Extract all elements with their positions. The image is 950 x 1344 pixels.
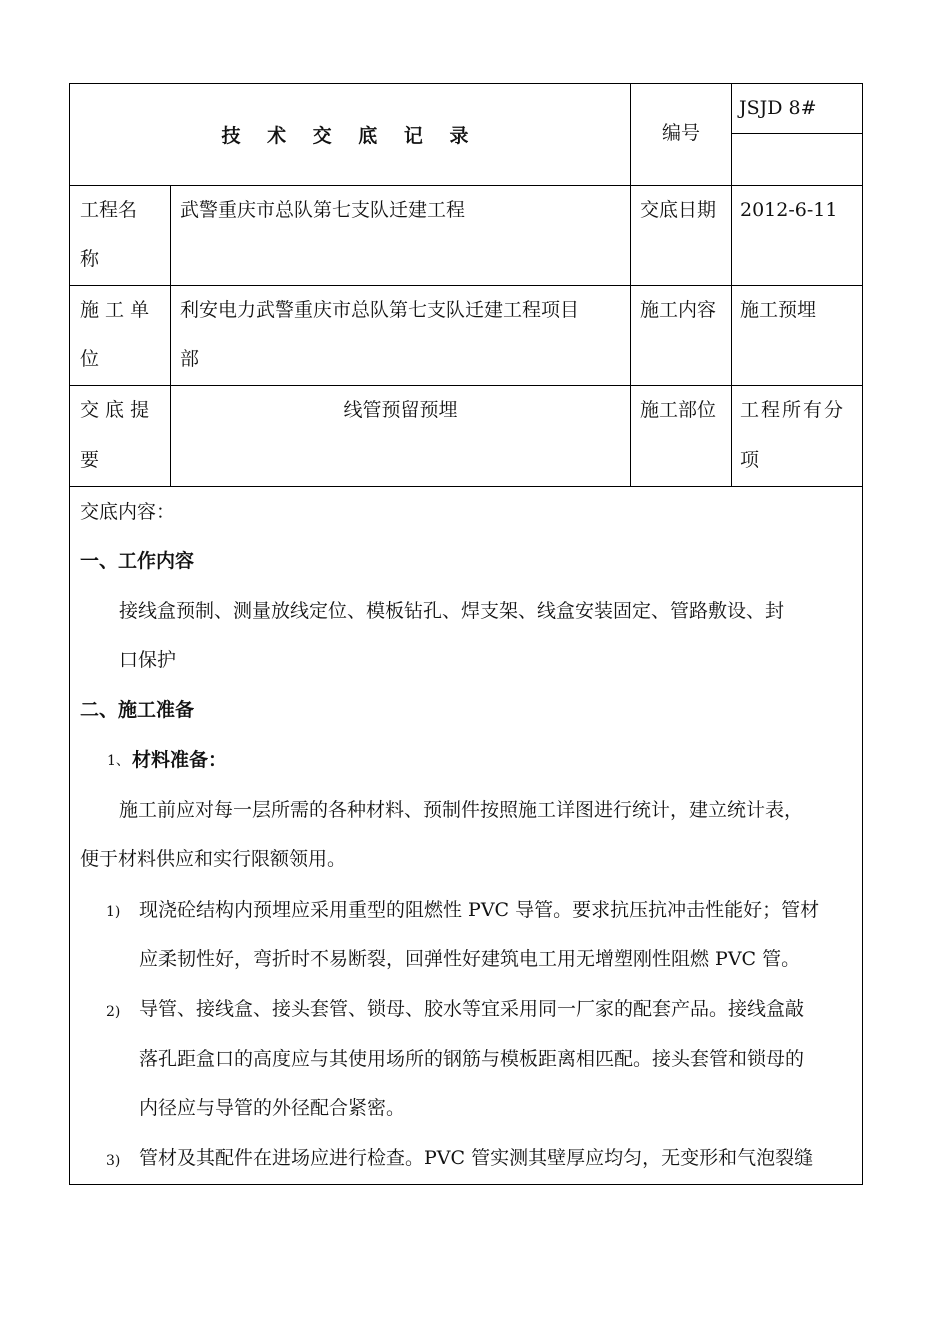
col-divider	[731, 84, 732, 486]
paragraph-line: 接线盒预制、测量放线定位、模板钻孔、焊支架、线盒安装固定、管路敷设、封	[119, 600, 785, 622]
code-label: 编号	[662, 122, 701, 144]
list-item-line: 导管、接线盒、接头套管、锁母、胶水等宜采用同一厂家的配套产品。接线盒敲	[139, 998, 805, 1020]
col-divider	[170, 185, 171, 486]
unit-label-cont: 位	[80, 348, 100, 370]
content-label: 施工内容	[640, 299, 717, 321]
list-item-line: 现浇砼结构内预埋应采用重型的阻燃性 PVC 导管。要求抗压抗冲击性能好；管材	[139, 899, 820, 921]
subsection-number: 1、	[107, 753, 130, 769]
subsection-heading: 材料准备：	[132, 749, 228, 771]
row-divider	[70, 486, 862, 487]
list-item-number: 2)	[106, 1004, 121, 1020]
paragraph-line: 口保护	[119, 649, 177, 671]
paragraph-line: 施工前应对每一层所需的各种材料、预制件按照施工详图进行统计，建立统计表，	[119, 799, 804, 821]
project-value: 武警重庆市总队第七支队迁建工程	[180, 199, 466, 221]
project-label: 工程名	[80, 199, 138, 221]
unit-label: 施 工 单	[80, 299, 150, 321]
location-label: 施工部位	[640, 399, 717, 421]
list-item-number: 1)	[106, 904, 121, 920]
intro-text: 交底内容：	[80, 501, 176, 523]
list-item-line: 落孔距盒口的高度应与其使用场所的钢筋与模板距离相匹配。接头套管和锁母的	[139, 1048, 805, 1070]
list-item-number: 3)	[106, 1153, 121, 1169]
section-heading: 一、工作内容	[80, 550, 195, 572]
summary-label-cont: 要	[80, 449, 100, 471]
content-value: 施工预埋	[740, 299, 817, 321]
section-heading: 二、施工准备	[80, 699, 195, 721]
paragraph-line: 便于材料供应和实行限额领用。	[80, 848, 347, 870]
list-item-line: 应柔韧性好，弯折时不易断裂，回弹性好建筑电工用无增塑刚性阻燃 PVC 管。	[139, 948, 801, 970]
unit-value: 利安电力武警重庆市总队第七支队迁建工程项目	[180, 299, 580, 321]
form-title: 技 术 交 底 记 录	[221, 124, 479, 147]
list-item-line: 内径应与导管的外径配合紧密。	[139, 1097, 406, 1119]
col-divider	[630, 84, 631, 486]
list-item-line: 管材及其配件在进场应进行检查。PVC 管实测其壁厚应均匀，无变形和气泡裂缝	[139, 1147, 814, 1169]
summary-value: 线管预留预埋	[343, 399, 458, 421]
project-label-cont: 称	[80, 248, 100, 270]
code-value: JSJD 8#	[739, 97, 817, 119]
unit-value-cont: 部	[180, 348, 200, 370]
location-value-cont: 项	[740, 449, 760, 471]
date-label: 交底日期	[640, 199, 717, 221]
location-value: 工程所有分	[740, 399, 846, 421]
summary-label: 交 底 提	[80, 399, 150, 421]
technical-disclosure-form	[69, 83, 863, 1185]
code-divider	[731, 133, 862, 134]
date-value: 2012-6-11	[740, 199, 838, 221]
